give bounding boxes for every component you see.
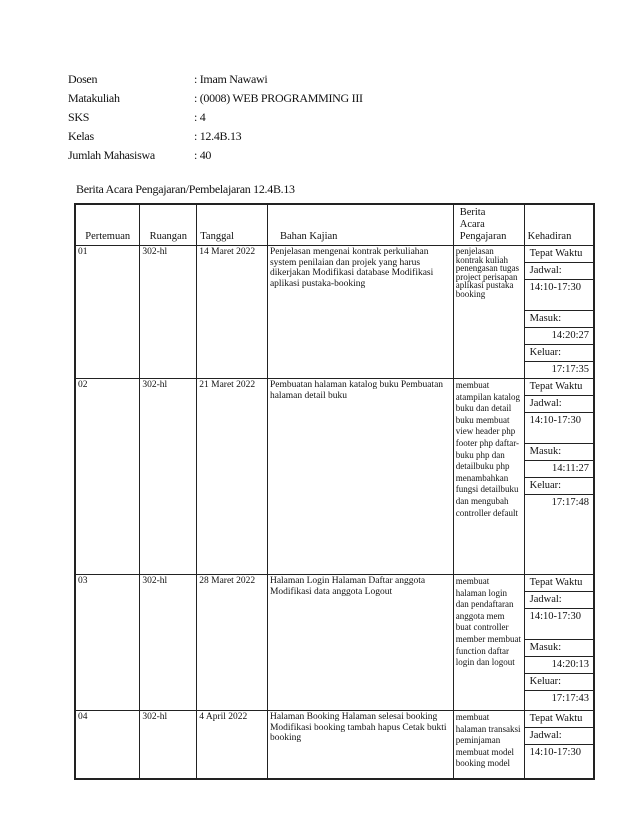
table-row bbox=[75, 246, 594, 379]
course-info bbox=[68, 72, 428, 167]
cell-pengajaran: membuat halaman login dan pendaftaran anggota mem buat controller member membuat function daftar login dan logout bbox=[453, 575, 524, 711]
cell-tanggal: 21 Maret 2022 bbox=[197, 379, 268, 575]
cell-kehadiran bbox=[524, 711, 594, 779]
kehadiran-masuk: 14:20:13 bbox=[525, 657, 593, 674]
info-row-dosen bbox=[68, 72, 428, 91]
kehadiran-masuk: 14:11:27 bbox=[525, 461, 593, 478]
cell-bahan-kajian: Halaman Booking Halaman selesai booking Modifikasi booking tambah hapus Cetak bukti booking bbox=[267, 711, 453, 779]
cell-pengajaran: membuat atampilan katalog buku dan detail buku membuat view header php footer php daftar-buku php dan detailbuku php menambahkan fungsi detailbuku dan mengubah controller default bbox=[453, 379, 524, 575]
kehadiran-keluar-label: Keluar: bbox=[525, 674, 593, 691]
kehadiran-jadwal-label: Jadwal: bbox=[525, 728, 593, 745]
info-row-jumlah-mahasiswa bbox=[68, 148, 428, 167]
info-value: : 4 bbox=[194, 110, 206, 124]
info-label: SKS bbox=[68, 110, 90, 124]
cell-pertemuan: 03 bbox=[75, 575, 140, 711]
info-value: : (0008) WEB PROGRAMMING III bbox=[194, 91, 363, 105]
table-row bbox=[75, 711, 594, 779]
cell-pertemuan: 04 bbox=[75, 711, 140, 779]
info-value: : 12.4B.13 bbox=[194, 129, 242, 143]
kehadiran-jadwal: 14:10-17:30 bbox=[525, 280, 593, 311]
kehadiran-jadwal-label: Jadwal: bbox=[525, 592, 593, 609]
header-tanggal: Tanggal bbox=[197, 204, 268, 246]
cell-ruangan: 302-hl bbox=[140, 246, 197, 379]
section-title: Berita Acara Pengajaran/Pembelajaran 12.4B.13 bbox=[76, 182, 295, 196]
kehadiran-masuk-label: Masuk: bbox=[525, 640, 593, 657]
info-row-sks bbox=[68, 110, 428, 129]
header-bahan-kajian: Bahan Kajian bbox=[267, 204, 453, 246]
cell-kehadiran bbox=[524, 246, 594, 379]
header-kehadiran: Kehadiran bbox=[524, 204, 594, 246]
cell-ruangan: 302-hl bbox=[140, 575, 197, 711]
kehadiran-keluar: 17:17:48 bbox=[551, 497, 589, 508]
cell-bahan-kajian: Penjelasan mengenai kontrak perkuliahan system penilaian dan projek yang harus dikerjakan Modifikasi database Modifikasi aplikasi pustaka-booking bbox=[267, 246, 453, 379]
kehadiran-keluar-label: Keluar: bbox=[525, 478, 593, 495]
kehadiran-jadwal: 14:10-17:30 bbox=[525, 609, 593, 640]
cell-kehadiran bbox=[524, 575, 594, 711]
kehadiran-status: Tepat Waktu bbox=[525, 246, 593, 263]
cell-pengajaran: membuat halaman transaksi peminjaman membuat model booking model bbox=[453, 711, 524, 779]
header-berita-line: Acara bbox=[459, 219, 485, 230]
info-row-kelas bbox=[68, 129, 428, 148]
info-value: : 40 bbox=[194, 148, 212, 162]
cell-tanggal: 14 Maret 2022 bbox=[197, 246, 268, 379]
kehadiran-masuk-label: Masuk: bbox=[525, 444, 593, 461]
kehadiran-masuk-label: Masuk: bbox=[525, 311, 593, 328]
table-row bbox=[75, 379, 594, 575]
kehadiran-masuk: 14:20:27 bbox=[525, 328, 593, 345]
table-row bbox=[75, 575, 594, 711]
kehadiran-jadwal: 14:10-17:30 bbox=[529, 747, 581, 758]
cell-pertemuan: 02 bbox=[75, 379, 140, 575]
kehadiran-jadwal-label: Jadwal: bbox=[525, 263, 593, 280]
header-pertemuan: Pertemuan bbox=[75, 204, 140, 246]
cell-tanggal: 28 Maret 2022 bbox=[197, 575, 268, 711]
kehadiran-status: Tepat Waktu bbox=[525, 711, 593, 728]
kehadiran-keluar: 17:17:43 bbox=[551, 693, 589, 704]
header-berita-line: Berita bbox=[459, 207, 486, 218]
cell-tanggal: 4 April 2022 bbox=[197, 711, 268, 779]
info-row-matakuliah bbox=[68, 91, 428, 110]
attendance-table bbox=[74, 203, 595, 780]
cell-ruangan: 302-hl bbox=[140, 711, 197, 779]
header-ruangan: Ruangan bbox=[140, 204, 197, 246]
info-label: Jumlah Mahasiswa bbox=[68, 148, 155, 162]
cell-pengajaran: penjelasan kontrak kuliah penengasan tugas project perisapan aplikasi pustaka booking bbox=[453, 246, 524, 379]
info-label: Dosen bbox=[68, 72, 98, 86]
info-value: : Imam Nawawi bbox=[194, 72, 268, 86]
cell-pertemuan: 01 bbox=[75, 246, 140, 379]
kehadiran-jadwal: 14:10-17:30 bbox=[525, 413, 593, 444]
cell-kehadiran bbox=[524, 379, 594, 575]
kehadiran-keluar: 17:17:35 bbox=[551, 364, 589, 375]
kehadiran-status: Tepat Waktu bbox=[525, 575, 593, 592]
kehadiran-keluar-label: Keluar: bbox=[525, 345, 593, 362]
header-berita-acara bbox=[453, 204, 524, 246]
header-berita-line: Pengajaran bbox=[459, 231, 507, 242]
cell-bahan-kajian: Halaman Login Halaman Daftar anggota Modifikasi data anggota Logout bbox=[267, 575, 453, 711]
kehadiran-status: Tepat Waktu bbox=[525, 379, 593, 396]
cell-bahan-kajian: Pembuatan halaman katalog buku Pembuatan halaman detail buku bbox=[267, 379, 453, 575]
cell-ruangan: 302-hl bbox=[140, 379, 197, 575]
table-header-row bbox=[75, 204, 594, 246]
info-label: Kelas bbox=[68, 129, 94, 143]
info-label: Matakuliah bbox=[68, 91, 120, 105]
kehadiran-jadwal-label: Jadwal: bbox=[525, 396, 593, 413]
